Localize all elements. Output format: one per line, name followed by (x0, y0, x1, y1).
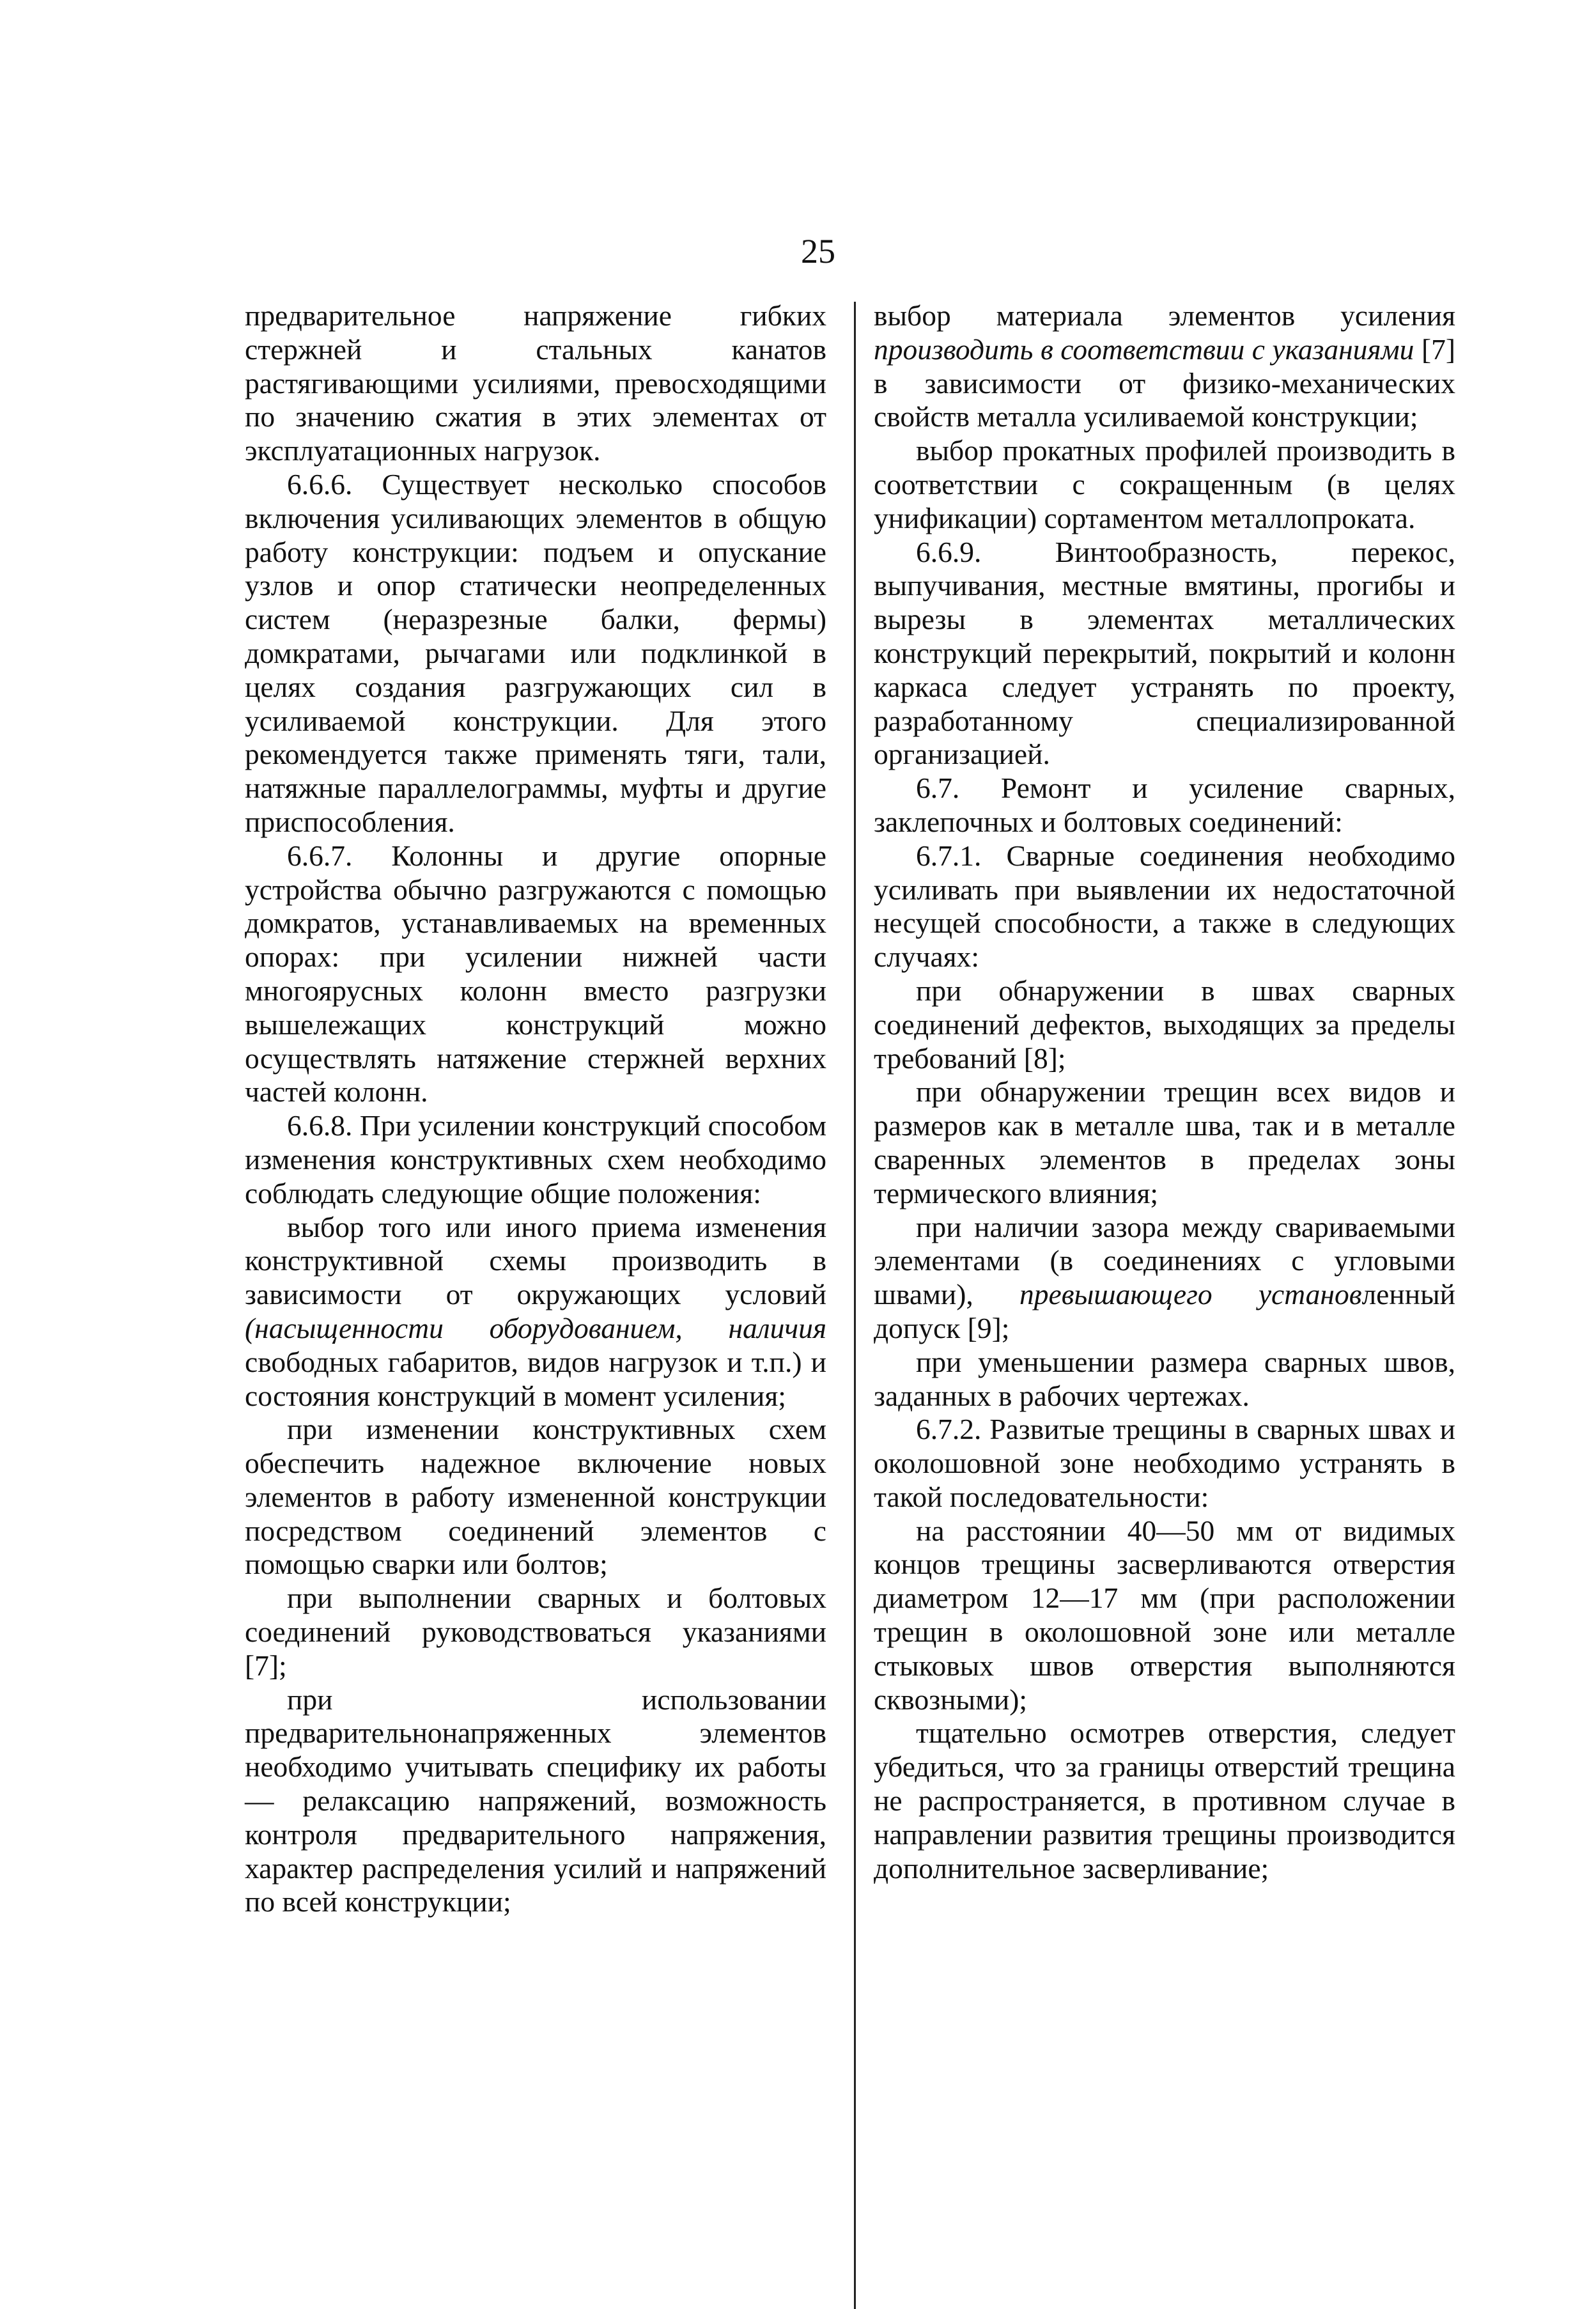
right-column (874, 299, 1455, 1885)
text-run: при наличии зазора между свариваемыми элементами (в соединениях с угловыми швами), (874, 1210, 1455, 1311)
column-divider (854, 302, 856, 2309)
list-item-prestressed: при использовании предварительнонапряженных элементов необходимо учитывать специфику их работы — релаксацию напряжений, возможность контроля предварительного напряжения, характер распределения усилий и напряжений по всей конструкции; (245, 1683, 826, 1918)
list-item-defects: при обнаружении в швах сварных соединений дефектов, выходящих за пределы требований [8]; (874, 974, 1455, 1075)
left-column (245, 299, 826, 1919)
list-item-rolled-profiles: выбор прокатных профилей производить в соответствии с сокращенным (в целях унификации) сортаментом металлопроката. (874, 434, 1455, 534)
italic-text-run: превышающего установ (1019, 1278, 1362, 1311)
paragraph-continuation: предварительное напряжение гибких стержней и стальных канатов растягивающими усилиями, превосходящими по значению сжатия в этих элементах от эксплуатационных нагрузок. (245, 299, 826, 467)
paragraph-continuation (874, 299, 1455, 434)
text-run: [7] в зависимости от физико-механических свойств металла усиливаемой конструкции; (874, 332, 1455, 433)
list-item-gap (874, 1211, 1455, 1346)
page-number: 25 (801, 232, 835, 270)
text-run: свободных габаритов, видов нагрузок и т.п.) и состояния конструкций в момент усиления; (245, 1345, 826, 1412)
paragraph-6-6-9: 6.6.9. Винтообразность, перекос, выпучивания, местные вмятины, прогибы и вырезы в элементах металлических конструкций перекрытий, покрытий и колонн каркаса следует устранять по проекту, разработанному специализированной организацией. (874, 535, 1455, 771)
text-run: ленный допуск [9]; (874, 1278, 1455, 1344)
italic-text-run: (насыщенности оборудованием, наличия (245, 1311, 826, 1344)
text-run: выбор материала элементов усиления (874, 299, 1455, 332)
list-item-drilling: на расстоянии 40—50 мм от видимых концов трещины засверливаются отверстия диаметром 12—17 мм (при расположении трещин в околошовной зоне или металле стыковых швов отверстия выполняются сквозными); (874, 1514, 1455, 1716)
paragraph-6-6-8: 6.6.8. При усилении конструкций способом изменения конструктивных схем необходимо соблюдать следующие общие положения: (245, 1109, 826, 1209)
text-run: выбор того или иного приема изменения конструктивной схемы производить в зависимости от окружающих условий (245, 1210, 826, 1311)
italic-text-run: производить в соответствии с указаниями (874, 332, 1414, 366)
list-item-schema-change: при изменении конструктивных схем обеспечить надежное включение новых элементов в работу измененной конструкции посредством соединений элементов с помощью сварки или болтов; (245, 1413, 826, 1581)
paragraph-6-7-2: 6.7.2. Развитые трещины в сварных швах и околошовной зоне необходимо устранять в такой последовательности: (874, 1413, 1455, 1513)
list-item-choice-of-method (245, 1211, 826, 1413)
paragraph-6-6-6: 6.6.6. Существует несколько способов включения усиливающих элементов в общую работу конструкции: подъем и опускание узлов и опор статически неопределенных систем (неразрезные балки, фермы) домкратами, рычагами или подклинкой в целях создания разгружающих сил в усиливаемой конструкции. Для этого рекомендуется также применять тяги, тали, натяжные параллелограммы, муфты и другие приспособления. (245, 467, 826, 838)
list-item-weld-size: при уменьшении размера сварных швов, заданных в рабочих чертежах. (874, 1345, 1455, 1412)
list-item-inspection: тщательно осмотрев отверстия, следует убедиться, что за границы отверстий трещина не распространяется, в противном случае в направлении развития трещины производится дополнительное засверливание; (874, 1716, 1455, 1885)
paragraph-6-6-7: 6.6.7. Колонны и другие опорные устройства обычно разгружаются с помощью домкратов, устанавливаемых на временных опорах: при усилении нижней части многоярусных колонн вместо разгрузки вышележащих конструкций можно осуществлять натяжение стержней верхних частей колонн. (245, 839, 826, 1108)
list-item-cracks: при обнаружении трещин всех видов и размеров как в металле шва, так и в металле сваренных элементов в пределах зоны термического влияния; (874, 1075, 1455, 1209)
paragraph-6-7-1: 6.7.1. Сварные соединения необходимо усиливать при выявлении их недостаточной несущей способности, а также в следующих случаях: (874, 839, 1455, 974)
paragraph-6-7: 6.7. Ремонт и усиление сварных, заклепочных и болтовых соединений: (874, 772, 1455, 838)
list-item-welded-bolted: при выполнении сварных и болтовых соединений руководствоваться указаниями [7]; (245, 1582, 826, 1682)
